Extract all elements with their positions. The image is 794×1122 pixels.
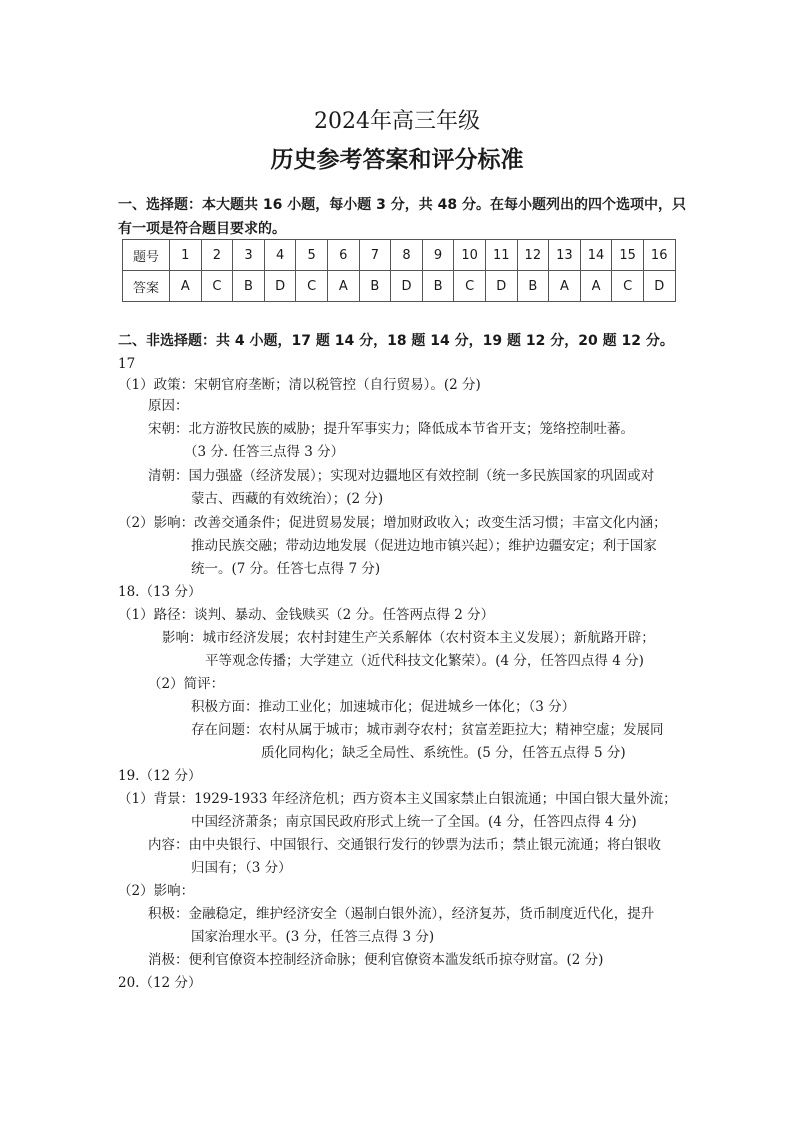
answer-line: 推动民族交融；带动边地发展（促进边地市镇兴起）；维护边疆安定；利于国家 [191, 538, 657, 554]
answer-line: 归国有；（3 分） [191, 860, 292, 876]
table-cell-number: 1 [170, 240, 202, 271]
answer-line: （1）背景：1929-1933 年经济危机；西方资本主义国家禁止白银流通；中国白银大量外流； [118, 791, 677, 807]
table-cell-number: 13 [549, 240, 581, 271]
table-cell-answer: A [170, 271, 202, 302]
table-row-numbers [123, 240, 676, 271]
table-header-answer: 答案 [123, 271, 170, 302]
title-grade: 2024年高三年级 [314, 109, 480, 134]
section2-heading: 二、非选择题：共 4 小题，17 题 14 分，18 题 14 分，19 题 12 分，20 题 12 分。 [118, 333, 674, 349]
answer-line: 统一。(7 分。任答七点得 7 分) [191, 561, 381, 577]
table-cell-number: 10 [454, 240, 486, 271]
table-cell-answer: D [643, 271, 675, 302]
table-cell-answer: C [296, 271, 328, 302]
answer-line: 清朝：国力强盛（经济发展）；实现对边疆地区有效控制（统一多民族国家的巩固或对 [148, 468, 655, 484]
answer-line: 积极方面：推动工业化；加速城市化；促进城乡一体化；（3 分） [191, 699, 576, 715]
table-row-answers [123, 271, 676, 302]
answer-line: 国家治理水平。(3 分，任答三点得 3 分) [191, 929, 435, 945]
answer-line: （1）路径：谈判、暴动、金钱赎买（2 分。任答两点得 2 分） [118, 607, 495, 623]
answer-line: （1）政策：宋朝官府垄断；清以税管控（自行贸易）。(2 分) [118, 377, 481, 393]
question-number: 18.（13 分） [118, 584, 202, 600]
table-cell-number: 15 [612, 240, 644, 271]
table-cell-answer: C [454, 271, 486, 302]
table-cell-answer: B [233, 271, 265, 302]
table-header-number: 题号 [123, 240, 170, 271]
answer-line: 蒙古、西藏的有效统治）；(2 分) [191, 491, 384, 507]
table-cell-answer: A [327, 271, 359, 302]
table-cell-answer: D [391, 271, 423, 302]
table-cell-answer: C [612, 271, 644, 302]
question-number: 19.（12 分） [118, 768, 202, 784]
table-cell-number: 5 [296, 240, 328, 271]
answer-table [122, 239, 676, 302]
table-cell-answer: D [485, 271, 517, 302]
answer-line: 内容：由中央银行、中国银行、交通银行发行的钞票为法币；禁止银元流通；将白银收 [148, 837, 661, 853]
answer-line: 宋朝：北方游牧民族的威胁；提升军事实力；降低成本节省开支；笼络控制吐蕃。 [148, 421, 634, 437]
table-cell-number: 16 [643, 240, 675, 271]
answer-line: 质化同构化；缺乏全局性、系统性。(5 分，任答五点得 5 分) [261, 745, 626, 761]
table-cell-answer: D [264, 271, 296, 302]
answer-line: 原因： [148, 398, 189, 414]
table-cell-number: 14 [580, 240, 612, 271]
table-cell-answer: B [422, 271, 454, 302]
table-cell-number: 9 [422, 240, 454, 271]
table-cell-number: 6 [327, 240, 359, 271]
table-cell-answer: B [517, 271, 549, 302]
table-cell-number: 8 [391, 240, 423, 271]
table-cell-number: 11 [485, 240, 517, 271]
question-number: 20.（12 分） [118, 975, 202, 991]
title-main: 历史参考答案和评分标准 [270, 147, 524, 173]
answer-line: 影响：城市经济发展；农村封建生产关系解体（农村资本主义发展）；新航路开辟； [162, 630, 655, 646]
table-cell-number: 3 [233, 240, 265, 271]
answer-line: 中国经济萧条；南京国民政府形式上统一了全国。(4 分，任答四点得 4 分) [191, 814, 637, 830]
answer-line: （2）影响：改善交通条件；促进贸易发展；增加财政收入；改变生活习惯；丰富文化内涵； [118, 515, 667, 531]
table-cell-answer: C [201, 271, 233, 302]
table-cell-number: 12 [517, 240, 549, 271]
answer-line: （2）影响： [118, 883, 195, 899]
answer-line: （2）简评： [148, 676, 225, 692]
answer-line: 积极：金融稳定，维护经济安全（遏制白银外流），经济复苏，货币制度近代化，提升 [148, 906, 655, 922]
answer-line: （3 分. 任答三点得 3 分） [184, 444, 345, 460]
table-cell-number: 2 [201, 240, 233, 271]
answer-line: 平等观念传播；大学建立（近代科技文化繁荣）。(4 分，任答四点得 4 分) [205, 653, 644, 669]
question-number: 17 [118, 356, 136, 372]
table-cell-answer: B [359, 271, 391, 302]
table-cell-number: 4 [264, 240, 296, 271]
table-cell-number: 7 [359, 240, 391, 271]
table-cell-answer: A [549, 271, 581, 302]
answer-line: 存在问题：农村从属于城市；城市剥夺农村；贫富差距拉大；精神空虚；发展同 [191, 722, 664, 738]
table-cell-answer: A [580, 271, 612, 302]
section1-heading: 一、选择题：本大题共 16 小题，每小题 3 分，共 48 分。在每小题列出的四个选项中，只有一项是符合题目要求的。 [118, 197, 686, 237]
answer-line: 消极：便利官僚资本控制经济命脉；便利官僚资本滥发纸币掠夺财富。(2 分) [148, 952, 604, 968]
